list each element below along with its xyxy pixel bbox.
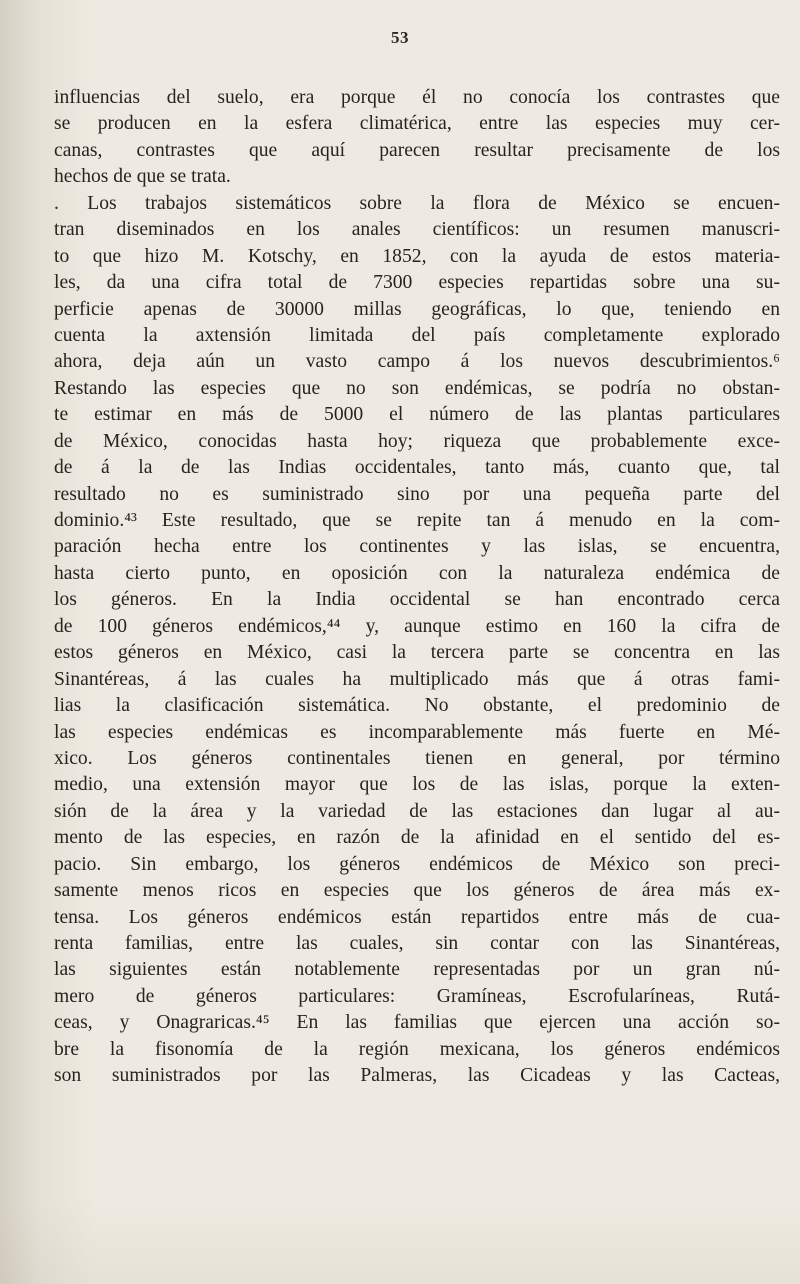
- text-line: pacio. Sin embargo, los géneros endémicos de México son preci-: [54, 853, 780, 875]
- text-line: resultado no es suministrado sino por una pequeña parte del: [54, 483, 780, 505]
- text-line: las siguientes están notablemente representadas por un gran nú-: [54, 959, 780, 981]
- text-line: perficie apenas de 30000 millas geográficas, lo que, teniendo en: [54, 298, 780, 320]
- text-line: tensa. Los géneros endémicos están repartidos entre más de cua-: [54, 906, 780, 928]
- text-line: lias la clasificación sistemática. No obstante, el predominio de: [54, 695, 780, 717]
- text-line: ceas, y Onagraricas.⁴⁵ En las familias que ejercen una acción so-: [54, 1012, 780, 1034]
- page-number: 53: [391, 28, 409, 47]
- text-line: to que hizo M. Kotschy, en 1852, con la ayuda de estos materia-: [54, 245, 780, 267]
- text-line: bre la fisonomía de la región mexicana, los géneros endémicos: [54, 1038, 780, 1060]
- text-line: te estimar en más de 5000 el número de las plantas particulares: [54, 404, 780, 426]
- text-line: hasta cierto punto, en oposición con la naturaleza endémica de: [54, 562, 780, 584]
- text-line: Restando las especies que no son endémicas, se podría no obstan-: [54, 377, 780, 399]
- text-line: samente menos ricos en especies que los géneros de área más ex-: [54, 880, 780, 902]
- text-line: sión de la área y la variedad de las estaciones dan lugar al au-: [54, 800, 780, 822]
- text-line: las especies endémicas es incomparablemente más fuerte en Mé-: [54, 721, 780, 743]
- text-line: tran diseminados en los anales científicos: un resumen manuscri-: [54, 219, 780, 241]
- text-line: hechos de que se trata.: [54, 166, 231, 188]
- text-line: mento de las especies, en razón de la afinidad en el sentido del es-: [54, 827, 780, 849]
- text-line: Sinantéreas, á las cuales ha multiplicado más que á otras fami-: [54, 668, 780, 690]
- text-line: de 100 géneros endémicos,⁴⁴ y, aunque estimo en 160 la cifra de: [54, 615, 780, 637]
- text-line: renta familias, entre las cuales, sin contar con las Sinantéreas,: [54, 933, 780, 954]
- text-line: dominio.⁴³ Este resultado, que se repite tan á menudo en la com-: [54, 510, 780, 531]
- text-line: se producen en la esfera climatérica, entre las especies muy cer-: [54, 113, 780, 135]
- text-line: cuenta la axtensión limitada del país completamente explorado: [54, 324, 780, 346]
- text-line: les, da una cifra total de 7300 especies repartidas sobre una su-: [54, 272, 780, 294]
- text-line: medio, una extensión mayor que los de las islas, porque la exten-: [54, 774, 780, 796]
- text-line: . Los trabajos sistemáticos sobre la flora de México se encuen-: [54, 192, 780, 214]
- text-line: de México, conocidas hasta hoy; riqueza que probablemente exce-: [54, 430, 780, 452]
- text-line: son suministrados por las Palmeras, las Cicadeas y las Cacteas,: [54, 1065, 780, 1087]
- text-line: mero de géneros particulares: Gramíneas, Escrofularíneas, Rutá-: [54, 985, 780, 1007]
- text-line: los géneros. En la India occidental se han encontrado cerca: [54, 589, 780, 611]
- text-line: de á la de las Indias occidentales, tanto más, cuanto que, tal: [54, 457, 780, 479]
- text-line: ahora, deja aún un vasto campo á los nuevos descubrimientos.⁶: [54, 351, 780, 373]
- text-line: influencias del suelo, era porque él no conocía los contrastes que: [54, 87, 780, 108]
- body-text: [54, 85, 780, 1090]
- text-line: paración hecha entre los continentes y las islas, se encuentra,: [54, 536, 780, 558]
- text-line: estos géneros en México, casi la tercera parte se concentra en las: [54, 642, 780, 664]
- text-line: canas, contrastes que aquí parecen resultar precisamente de los: [54, 139, 780, 161]
- text-line: xico. Los géneros continentales tienen en general, por término: [54, 747, 780, 769]
